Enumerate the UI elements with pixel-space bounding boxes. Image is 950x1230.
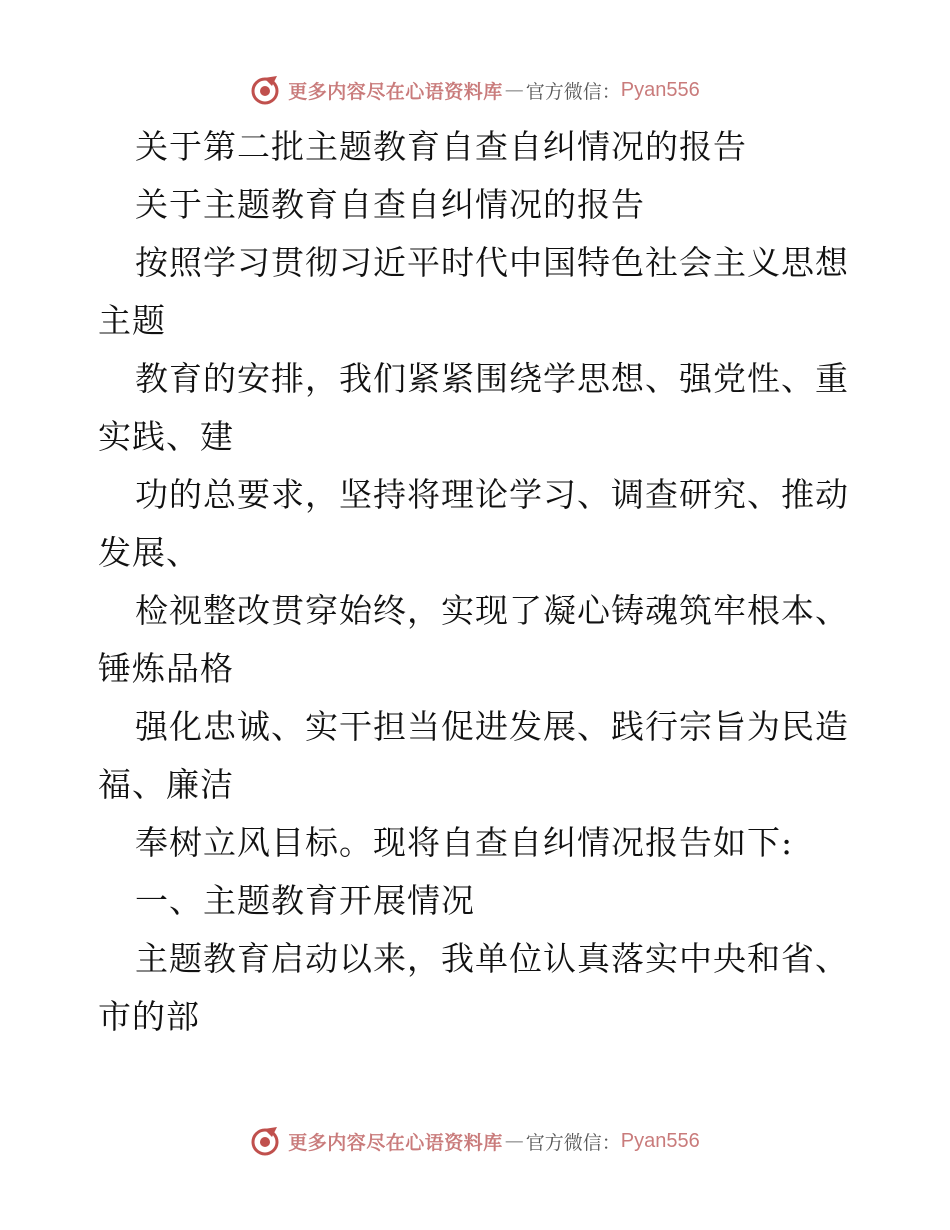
footer-banner (0, 1121, 950, 1161)
text-line: 主题 (98, 301, 166, 340)
text-line: 锤炼品格 (98, 649, 234, 688)
header-wechat-label: 官方微信： (525, 80, 621, 103)
document-body (98, 118, 858, 1046)
footer-wechat-label: 官方微信： (525, 1131, 621, 1154)
text-line: 检视整改贯穿始终，实现了凝心铸魂筑牢根本、 (135, 591, 849, 630)
text-line: 市的部 (98, 997, 200, 1036)
text-line: 教育的安排，我们紧紧围绕学思想、强党性、重 (135, 359, 849, 398)
text-line: 奉树立风目标。现将自查自纠情况报告如下: (135, 823, 794, 862)
text-line: 按照学习贯彻习近平时代中国特色社会主义思想 (135, 243, 849, 282)
header-separator: — (504, 79, 524, 101)
section-heading: 一、主题教育开展情况 (135, 881, 475, 920)
text-line: 实践、建 (98, 417, 234, 456)
header-site-text: 更多内容尽在心语资料库 (288, 80, 503, 103)
document-subtitle: 关于主题教育自查自纠情况的报告 (135, 185, 645, 224)
footer-wechat-id: Pyan556 (620, 1129, 700, 1152)
footer-site-text: 更多内容尽在心语资料库 (288, 1131, 503, 1154)
header-wechat-id: Pyan556 (620, 78, 700, 101)
text-line: 功的总要求，坚持将理论学习、调查研究、推动 (135, 475, 849, 514)
logo-icon (250, 74, 282, 106)
text-line: 强化忠诚、实干担当促进发展、践行宗旨为民造 (135, 707, 849, 746)
header-banner (0, 70, 950, 110)
text-line: 主题教育启动以来，我单位认真落实中央和省、 (135, 939, 849, 978)
text-line: 福、廉洁 (98, 765, 234, 804)
logo-icon (250, 1125, 282, 1157)
footer-separator: — (504, 1130, 524, 1152)
document-title: 关于第二批主题教育自查自纠情况的报告 (135, 127, 747, 166)
text-line: 发展、 (98, 533, 200, 572)
